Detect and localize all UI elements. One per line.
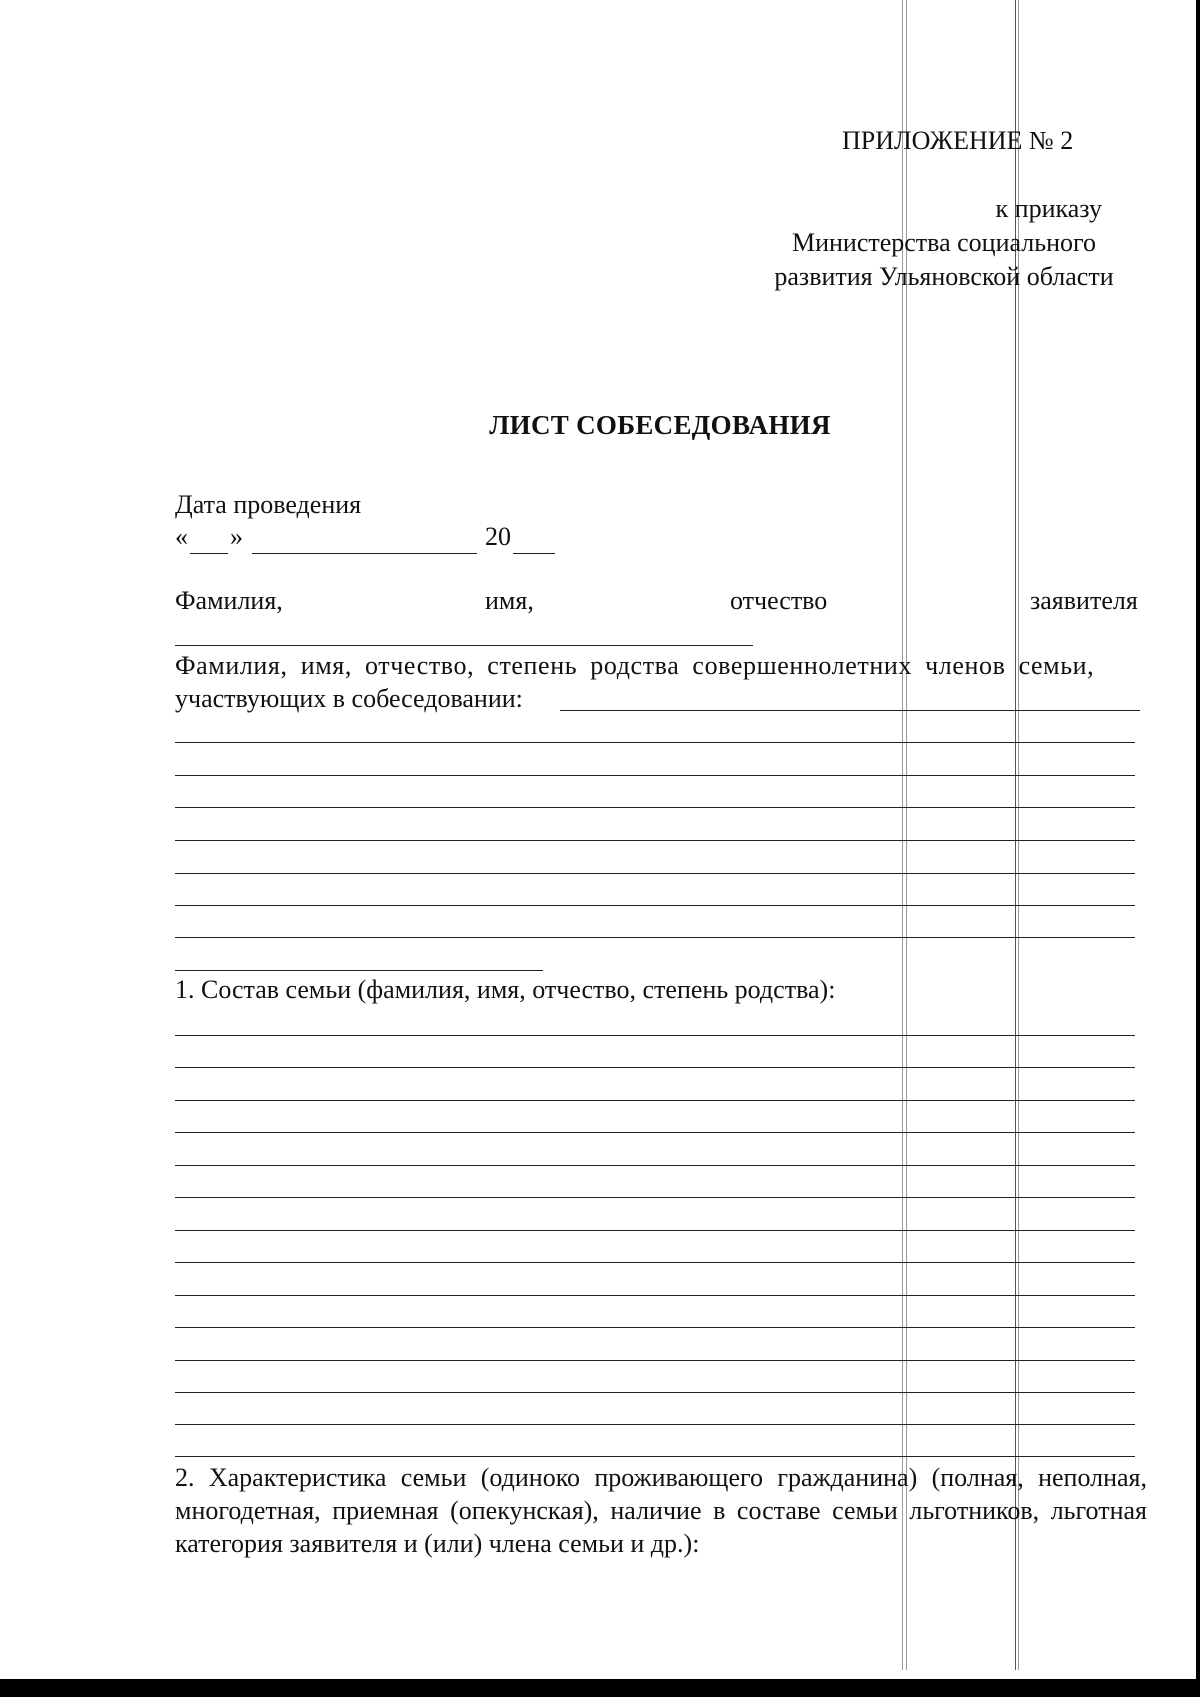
family-members-label: участвующих в собеседовании: xyxy=(175,684,523,713)
annex-reference-line: к приказу xyxy=(995,194,1102,223)
date-open-quote: « xyxy=(175,522,188,551)
section-1-field[interactable] xyxy=(175,1035,1135,1036)
scan-edge xyxy=(1196,0,1200,1697)
family-members-field[interactable] xyxy=(175,970,543,971)
date-month-field[interactable] xyxy=(252,553,477,554)
annex-reference-line: развития Ульяновской области xyxy=(774,262,1114,291)
section-1-field[interactable] xyxy=(175,1132,1135,1133)
section-2-label: 2. Характеристика семьи (одиноко проживающего гражданина) (полная, неполная, многодетная, приемная (опекунская), наличие в составе семьи льготников, льготная категория заявителя и (или) члена семьи и др.): xyxy=(175,1463,1147,1558)
section-1-field[interactable] xyxy=(175,1327,1135,1328)
annex-reference xyxy=(734,192,1154,294)
family-members-field[interactable] xyxy=(175,775,1135,776)
family-members-field[interactable] xyxy=(560,710,1140,711)
section-1-field[interactable] xyxy=(175,1360,1135,1361)
section-1-field[interactable] xyxy=(175,1295,1135,1296)
date-label: Дата проведения xyxy=(175,490,362,519)
document-title: ЛИСТ СОБЕСЕДОВАНИЯ xyxy=(489,410,831,440)
family-members-field[interactable] xyxy=(175,807,1135,808)
family-members-field[interactable] xyxy=(175,873,1135,874)
section-1-field[interactable] xyxy=(175,1424,1135,1425)
family-members-label: Фамилия, имя, отчество, степень родства совершеннолетних членов семьи, xyxy=(175,651,1095,680)
section-1-field[interactable] xyxy=(175,1067,1135,1068)
date-day-field[interactable] xyxy=(190,553,228,554)
section-1-field[interactable] xyxy=(175,1230,1135,1231)
applicant-label-word: имя, xyxy=(485,586,534,615)
date-year-field[interactable] xyxy=(513,553,555,554)
family-members-field[interactable] xyxy=(175,937,1135,938)
family-members-field[interactable] xyxy=(175,840,1135,841)
section-1-field[interactable] xyxy=(175,1392,1135,1393)
annex-number: ПРИЛОЖЕНИЕ № 2 xyxy=(842,126,1074,155)
applicant-label-word: Фамилия, xyxy=(175,586,283,615)
applicant-label-word: отчество xyxy=(730,586,828,615)
date-close-quote: » xyxy=(230,522,243,551)
applicant-label-word: заявителя xyxy=(1030,586,1138,615)
family-members-field[interactable] xyxy=(175,742,1135,743)
applicant-name-field[interactable] xyxy=(175,645,753,646)
section-1-field[interactable] xyxy=(175,1100,1135,1101)
scan-edge xyxy=(0,1679,1200,1697)
annex-reference-line: Министерства социального xyxy=(791,228,1097,257)
section-1-field[interactable] xyxy=(175,1262,1135,1263)
family-members-field[interactable] xyxy=(175,905,1135,906)
date-year-prefix: 20 xyxy=(485,522,511,551)
section-1-field[interactable] xyxy=(175,1456,1135,1457)
section-1-label: 1. Состав семьи (фамилия, имя, отчество, степень родства): xyxy=(175,975,836,1004)
section-1-field[interactable] xyxy=(175,1197,1135,1198)
section-1-field[interactable] xyxy=(175,1165,1135,1166)
